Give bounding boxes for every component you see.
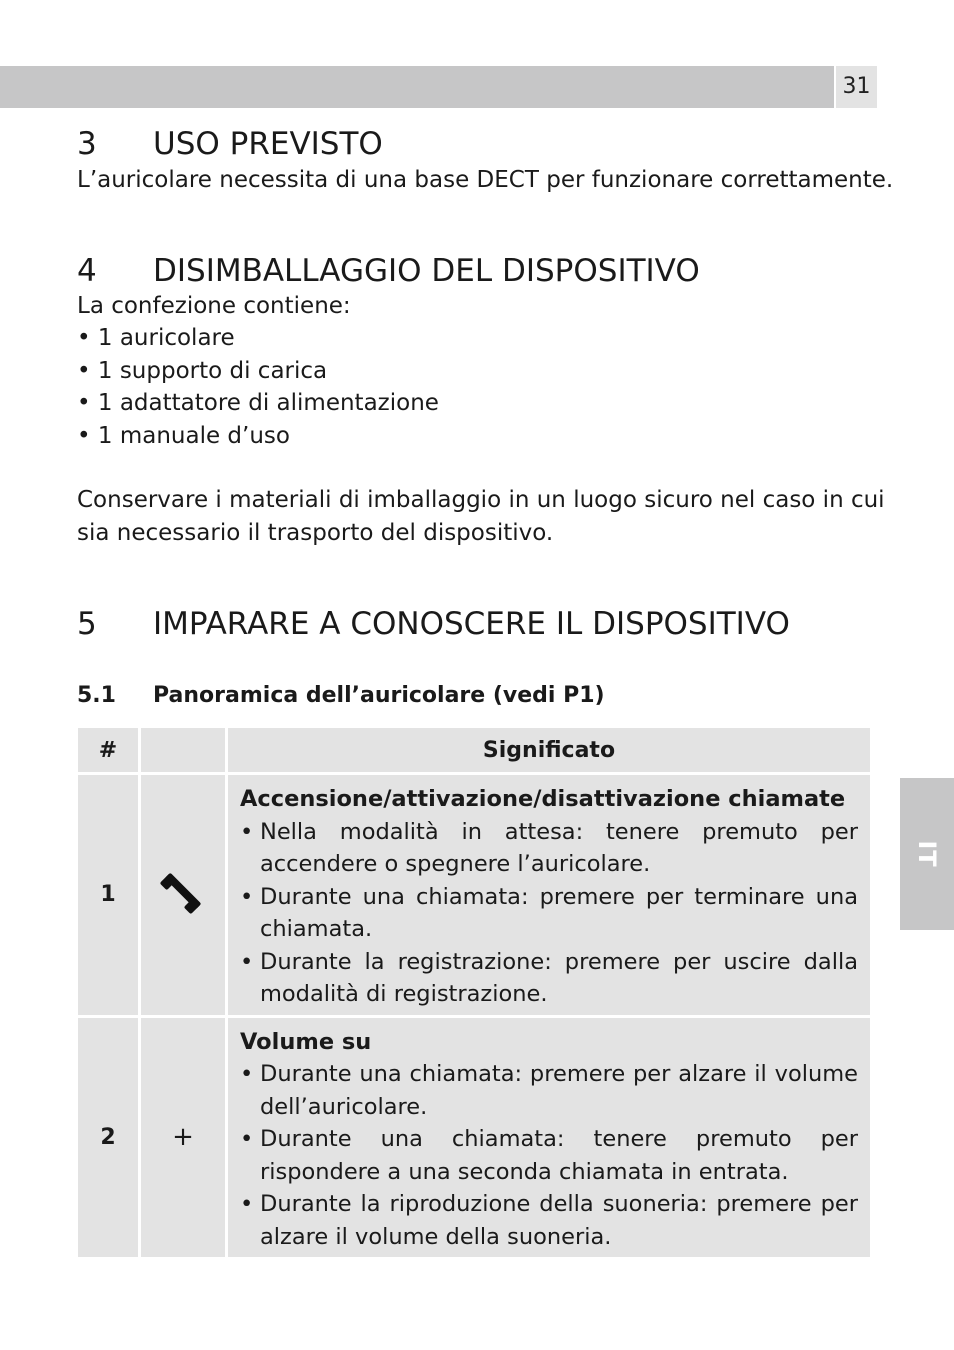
function-title: Accensione/attivazione/disattivazione chiamate [240, 786, 846, 812]
section-3-text: L’auricolare necessita di una base DECT per funzionare correttamente. [77, 167, 894, 193]
list-item: • 1 supporto di carica [77, 357, 328, 384]
headset-overview-table [75, 725, 873, 1260]
section-title: USO PREVISTO [153, 126, 383, 162]
row-description [228, 1018, 870, 1258]
section-number: 4 [77, 253, 97, 289]
table-row [78, 1018, 870, 1258]
subsection-5-1-heading [77, 681, 605, 711]
phone-handset-icon [158, 866, 208, 916]
function-title: Volume su [240, 1028, 372, 1055]
section-number: 3 [77, 126, 97, 162]
table-header-row [78, 728, 870, 772]
plus-icon: + [141, 1018, 225, 1258]
list-item: • 1 auricolare [77, 325, 235, 351]
row-number: 1 [78, 775, 138, 1015]
language-tab [900, 778, 954, 930]
row-number: 2 [78, 1018, 138, 1258]
section-title: DISIMBALLAGGIO DEL DISPOSITIVO [153, 253, 700, 289]
list-item: • 1 manuale d’uso [77, 422, 290, 449]
list-item: • Durante una chiamata: premere per terminare una chiamata. [240, 883, 858, 942]
note-line: Conservare i materiali di imballaggio in un luogo sicuro nel caso in cui [77, 487, 885, 513]
section-4-note [77, 484, 885, 549]
table-row [78, 775, 870, 1015]
subsection-title: Panoramica dell’auricolare (vedi P1) [153, 683, 605, 708]
section-number: 5 [77, 606, 97, 642]
package-contents-list [77, 322, 877, 452]
list-item: • Durante la registrazione: premere per uscire dalla modalità di registrazione. [240, 948, 858, 1007]
column-header-meaning: Significato [228, 728, 870, 772]
list-item: • Nella modalità in attesa: tenere premuto per accendere o spegnere l’auricolare. [240, 818, 858, 877]
language-tab-label: IT [913, 840, 941, 868]
list-item: • 1 adattatore di alimentazione [77, 390, 439, 416]
subsection-number: 5.1 [77, 683, 116, 708]
column-header-icon [141, 728, 225, 772]
note-line: sia necessario il trasporto del dispositivo. [77, 519, 554, 546]
row-description [228, 775, 870, 1015]
header-bar [0, 66, 834, 108]
list-item: • Durante una chiamata: tenere premuto per rispondere a una seconda chiamata in entrata. [240, 1126, 858, 1185]
section-title: IMPARARE A CONOSCERE IL DISPOSITIVO [153, 606, 790, 642]
page-number: 31 [836, 66, 877, 108]
phone-handset-icon [141, 775, 225, 1015]
section-4-intro: La confezione contiene: [77, 293, 351, 319]
list-item: • Durante la riproduzione della suoneria: premere per alzare il volume della suoneria. [240, 1191, 858, 1250]
list-item: • Durante una chiamata: premere per alzare il volume dell’auricolare. [240, 1061, 858, 1120]
column-header-number: # [78, 728, 138, 772]
